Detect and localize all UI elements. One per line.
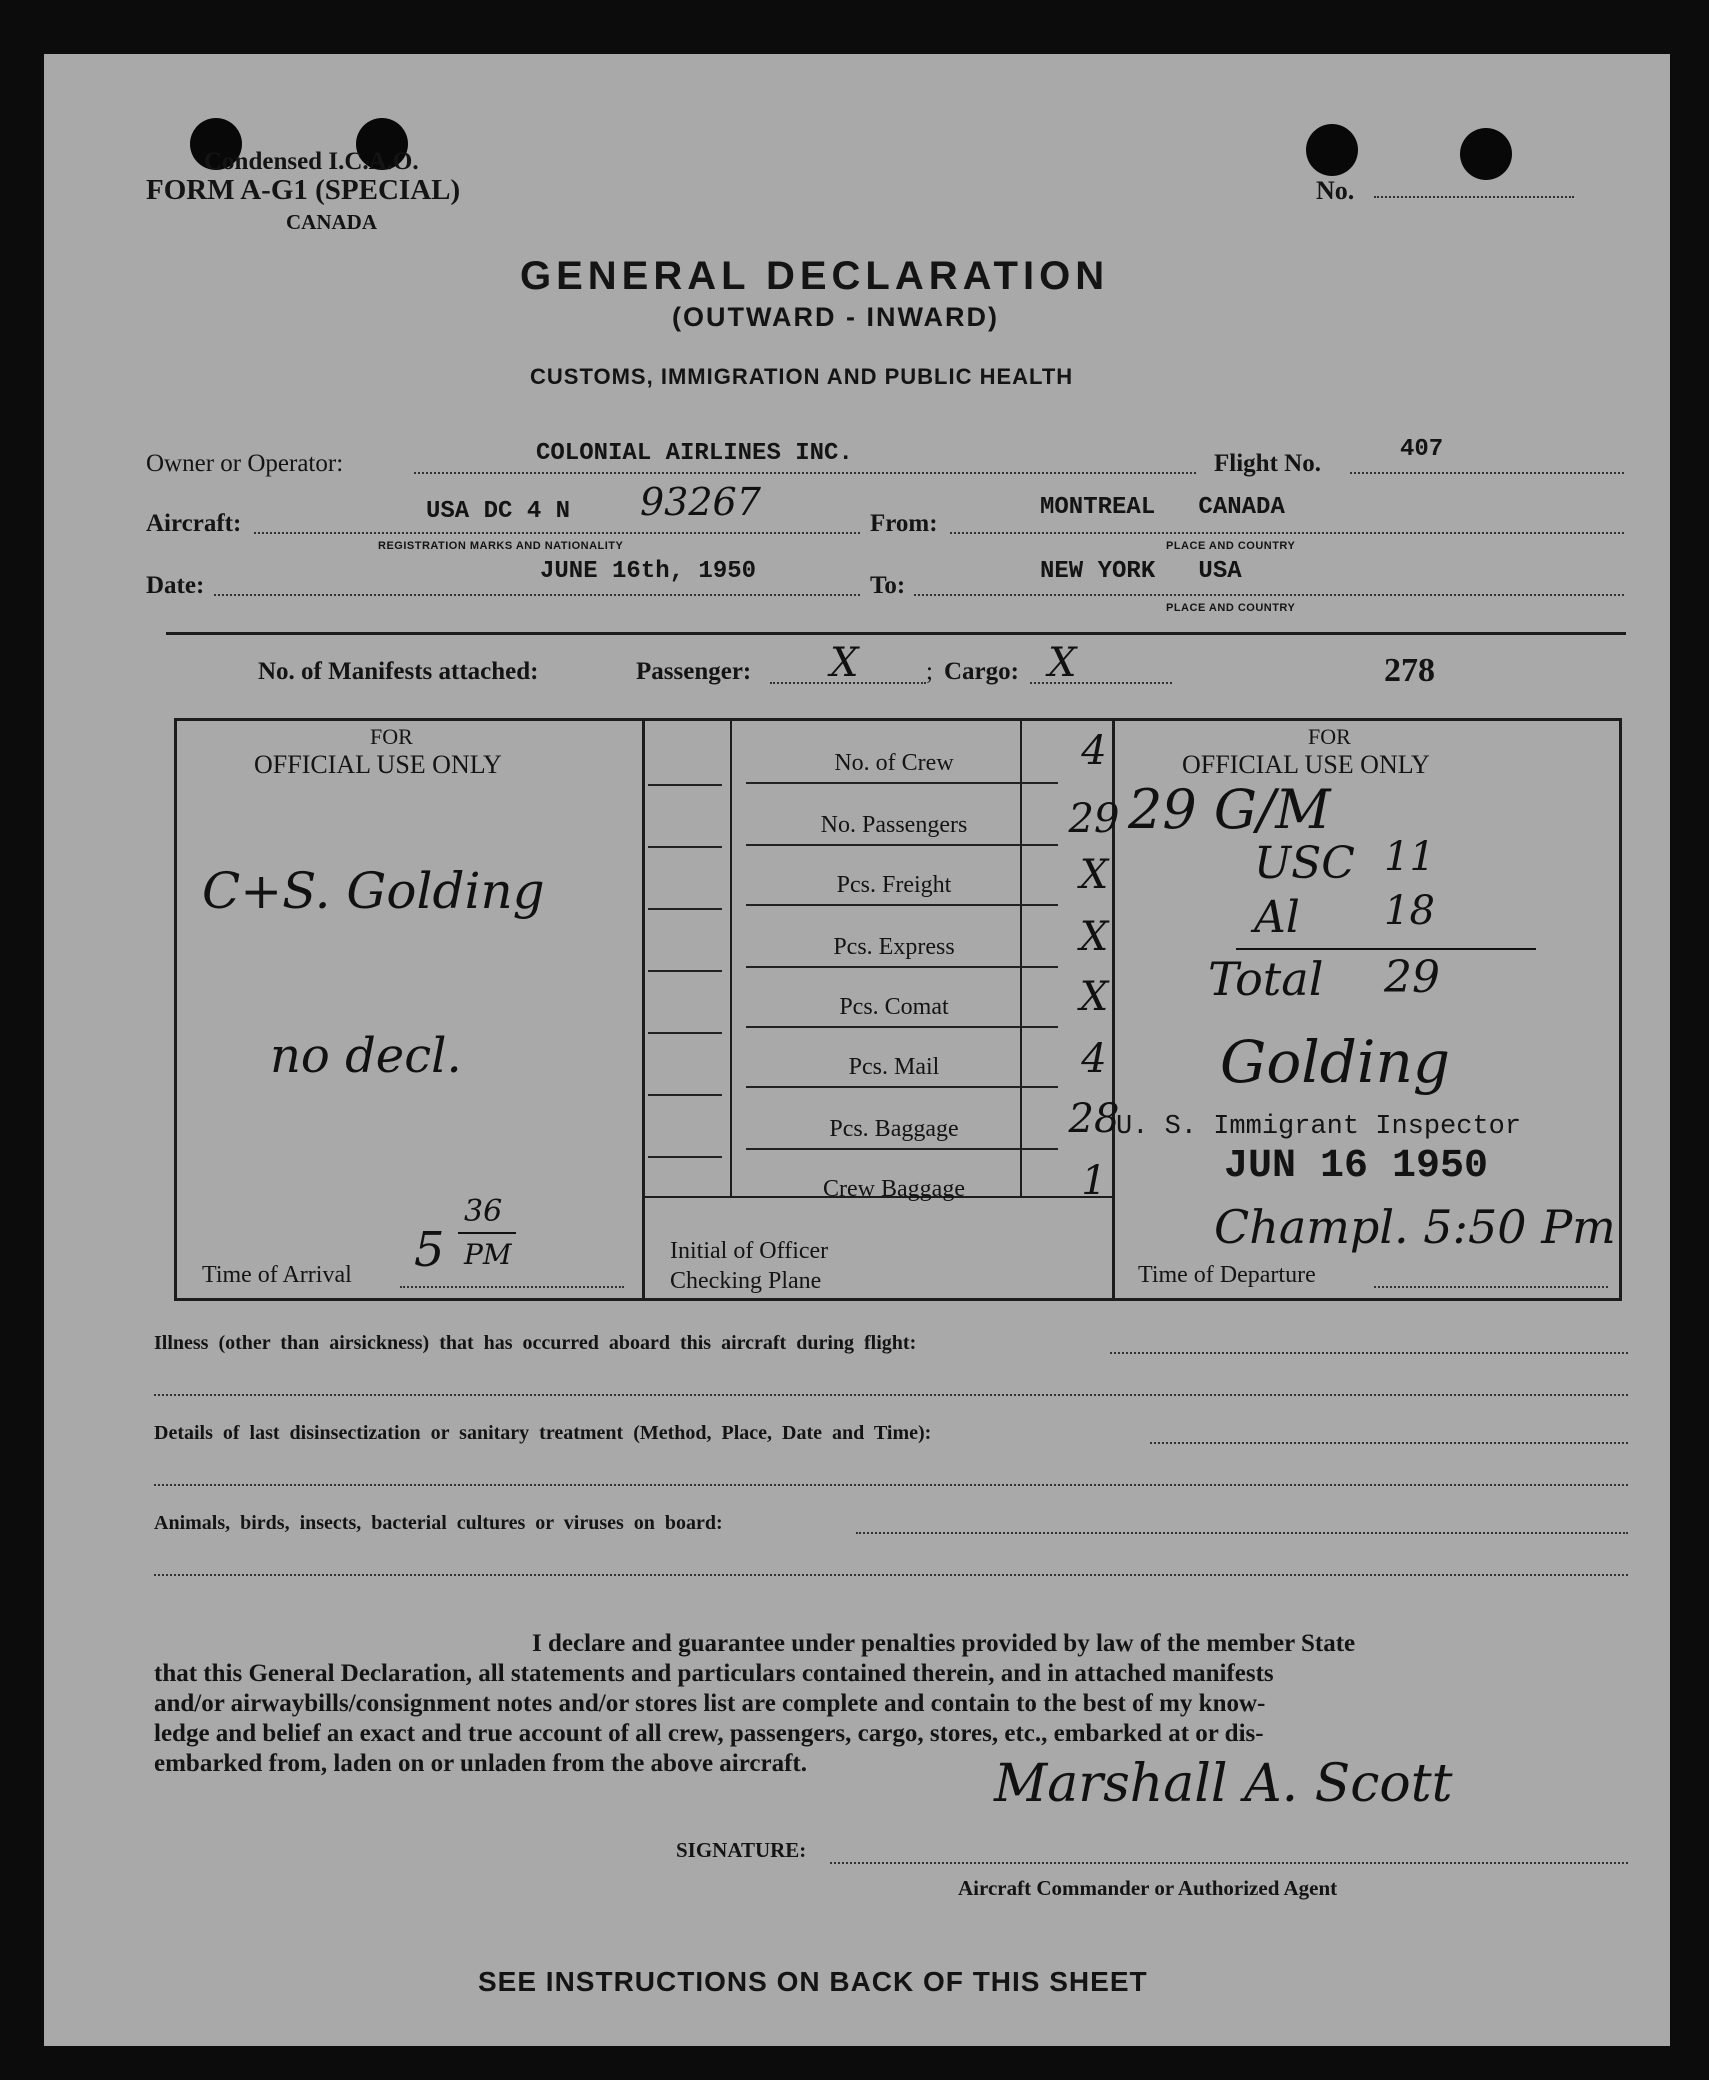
- left-for-label: FOR: [370, 724, 413, 749]
- time-arrival-line: [400, 1286, 624, 1288]
- row-line: [746, 966, 1058, 968]
- box-right-border: [1619, 718, 1622, 1301]
- row-line: [746, 844, 1058, 846]
- form-code: FORM A-G1 (SPECIAL): [146, 174, 461, 206]
- passenger-manifest-label: Passenger:: [636, 658, 752, 685]
- signature-field[interactable]: [830, 1862, 1628, 1864]
- declaration-line: and/or airwaybills/consignment notes and/or stores list are complete and contain to the best of my know-: [154, 1690, 1266, 1717]
- initial-dash: [648, 1032, 722, 1034]
- usc-label: USC: [1254, 838, 1355, 889]
- animals-field[interactable]: [856, 1532, 1628, 1534]
- declaration-form: [44, 54, 1670, 2046]
- express-pieces-label: Pcs. Express: [833, 934, 955, 960]
- comat-pieces-value[interactable]: X: [1079, 974, 1109, 1020]
- initial-dash: [648, 784, 722, 786]
- manifests-label: No. of Manifests attached:: [258, 658, 539, 685]
- signature-caption: Aircraft Commander or Authorized Agent: [958, 1876, 1338, 1900]
- time-arrival-hour[interactable]: 5: [414, 1222, 445, 1278]
- page-subtitle: (OUTWARD - INWARD): [672, 302, 999, 332]
- initial-dash: [648, 1156, 722, 1158]
- left-note-handwritten: no decl.: [270, 1028, 462, 1084]
- from-value[interactable]: MONTREAL CANADA: [1040, 494, 1285, 521]
- registration-caption: REGISTRATION MARKS AND NATIONALITY: [378, 540, 624, 552]
- illness-field[interactable]: [1110, 1352, 1628, 1354]
- punch-hole-icon: [1460, 128, 1512, 180]
- row-line: [746, 1026, 1058, 1028]
- flight-no-line: [1350, 472, 1624, 474]
- form-country: CANADA: [286, 210, 377, 234]
- right-scribble: 29 G/M: [1128, 778, 1331, 841]
- freight-pieces-value[interactable]: X: [1079, 852, 1109, 898]
- declaration-line: embarked from, laden on or unladen from the above aircraft.: [154, 1750, 807, 1777]
- to-label: To:: [870, 572, 906, 599]
- left-official-label: OFFICIAL USE ONLY: [254, 750, 502, 779]
- declaration-line: ledge and belief an exact and true account of all crew, passengers, cargo, stores, etc., embarked at or dis-: [154, 1720, 1264, 1747]
- initial-dash: [648, 846, 722, 848]
- illness-field-2[interactable]: [154, 1394, 1628, 1396]
- manifest-number: 278: [1384, 652, 1435, 689]
- aircraft-handwritten: 93267: [640, 480, 761, 524]
- commander-signature: Marshall A. Scott: [994, 1754, 1453, 1814]
- initial-dash: [648, 970, 722, 972]
- disinsectization-label: Details of last disinsectization or sanitary treatment (Method, Place, Date and Time):: [154, 1422, 932, 1444]
- comat-pieces-label: Pcs. Comat: [839, 994, 949, 1020]
- cargo-manifest-value[interactable]: X: [1048, 640, 1077, 686]
- right-official-label: OFFICIAL USE ONLY: [1182, 750, 1430, 779]
- from-caption: PLACE AND COUNTRY: [1166, 540, 1296, 552]
- to-caption: PLACE AND COUNTRY: [1166, 602, 1296, 614]
- page-title: GENERAL DECLARATION: [520, 254, 1110, 298]
- box-top-border: [174, 718, 1622, 721]
- row-line: [746, 904, 1058, 906]
- time-arrival-label: Time of Arrival: [202, 1262, 352, 1288]
- disinsectization-field-2[interactable]: [154, 1484, 1628, 1486]
- box-bottom-border: [174, 1298, 1622, 1301]
- aircraft-label: Aircraft:: [146, 510, 242, 537]
- owner-value[interactable]: COLONIAL AIRLINES INC.: [536, 440, 853, 467]
- time-departure-line: [1374, 1286, 1608, 1288]
- stamp-inspector: U. S. Immigrant Inspector: [1116, 1112, 1522, 1142]
- passengers-count-label: No. Passengers: [820, 812, 968, 838]
- initial-dash: [648, 1094, 722, 1096]
- manifests-separator: ;: [926, 658, 933, 685]
- left-note-handwritten: C+S. Golding: [202, 862, 545, 920]
- time-arrival-fraction-bar: [458, 1232, 516, 1234]
- time-arrival-min[interactable]: 36: [464, 1194, 503, 1229]
- row-line: [746, 782, 1058, 784]
- animals-field-2[interactable]: [154, 1574, 1628, 1576]
- checking-plane-label: Checking Plane: [670, 1268, 822, 1294]
- box-divider: [642, 718, 645, 1301]
- section-heading: CUSTOMS, IMMIGRATION AND PUBLIC HEALTH: [530, 364, 1074, 389]
- form-no-label: No.: [1316, 176, 1355, 205]
- signature-label: SIGNATURE:: [676, 1838, 807, 1862]
- mail-pieces-value[interactable]: 4: [1081, 1036, 1107, 1082]
- time-arrival-pm[interactable]: PM: [464, 1238, 512, 1271]
- divider: [166, 632, 1626, 635]
- punch-hole-icon: [1306, 124, 1358, 176]
- aircraft-value[interactable]: USA DC 4 N: [426, 498, 571, 525]
- date-line: [214, 594, 860, 596]
- date-label: Date:: [146, 572, 205, 599]
- row-line: [746, 1148, 1058, 1150]
- aircraft-line: [254, 532, 860, 534]
- from-label: From:: [870, 510, 938, 537]
- form-no-field[interactable]: [1374, 196, 1574, 198]
- total-value: 29: [1384, 952, 1440, 1003]
- total-rule: [1236, 948, 1536, 950]
- cargo-manifest-label: Cargo:: [944, 658, 1019, 685]
- row-line: [746, 1086, 1058, 1088]
- flight-no-label: Flight No.: [1214, 450, 1321, 477]
- date-value[interactable]: JUNE 16th, 1950: [540, 558, 757, 585]
- declaration-line: I declare and guarantee under penalties provided by law of the member State: [532, 1630, 1356, 1657]
- initial-officer-label: Initial of Officer: [670, 1238, 829, 1264]
- initial-dash: [648, 908, 722, 910]
- alien-label: Al: [1254, 892, 1300, 943]
- crew-count-label: No. of Crew: [834, 750, 954, 776]
- inspector-signature: Golding: [1220, 1028, 1450, 1096]
- box-left-border: [174, 718, 177, 1301]
- departure-place-time: Champl. 5:50 Pm: [1214, 1200, 1616, 1254]
- box-divider: [730, 718, 732, 1196]
- usc-value: 11: [1384, 834, 1435, 880]
- crew-count-value[interactable]: 4: [1081, 728, 1107, 774]
- total-label: Total: [1208, 952, 1324, 1006]
- baggage-pieces-value[interactable]: 28: [1068, 1096, 1120, 1142]
- mail-pieces-label: Pcs. Mail: [848, 1054, 940, 1080]
- to-value[interactable]: NEW YORK USA: [1040, 558, 1242, 585]
- baggage-pieces-label: Pcs. Baggage: [829, 1116, 959, 1142]
- passenger-manifest-value[interactable]: X: [830, 640, 859, 686]
- alien-value: 18: [1384, 888, 1435, 934]
- crew-baggage-label: Crew Baggage: [823, 1176, 965, 1202]
- instructions-footer: SEE INSTRUCTIONS ON BACK OF THIS SHEET: [478, 1966, 1148, 1997]
- illness-label: Illness (other than airsickness) that has occurred aboard this aircraft during flight:: [154, 1332, 917, 1354]
- flight-no-value[interactable]: 407: [1400, 436, 1444, 463]
- stamp-date: JUN 16 1950: [1224, 1144, 1489, 1189]
- from-line: [950, 532, 1624, 534]
- declaration-line: that this General Declaration, all statements and particulars contained therein, and in attached manifests: [154, 1660, 1274, 1687]
- owner-line: [414, 472, 1196, 474]
- disinsectization-field[interactable]: [1150, 1442, 1628, 1444]
- owner-label: Owner or Operator:: [146, 450, 344, 477]
- form-line-1: Condensed I.C.A.O.: [204, 148, 419, 175]
- express-pieces-value[interactable]: X: [1079, 914, 1109, 960]
- time-departure-label: Time of Departure: [1138, 1262, 1316, 1288]
- passengers-count-value[interactable]: 29: [1068, 796, 1120, 842]
- to-line: [914, 594, 1624, 596]
- crew-baggage-value[interactable]: 1: [1081, 1158, 1107, 1204]
- right-for-label: FOR: [1308, 724, 1351, 749]
- freight-pieces-label: Pcs. Freight: [836, 872, 952, 898]
- animals-label: Animals, birds, insects, bacterial cultures or viruses on board:: [154, 1512, 723, 1534]
